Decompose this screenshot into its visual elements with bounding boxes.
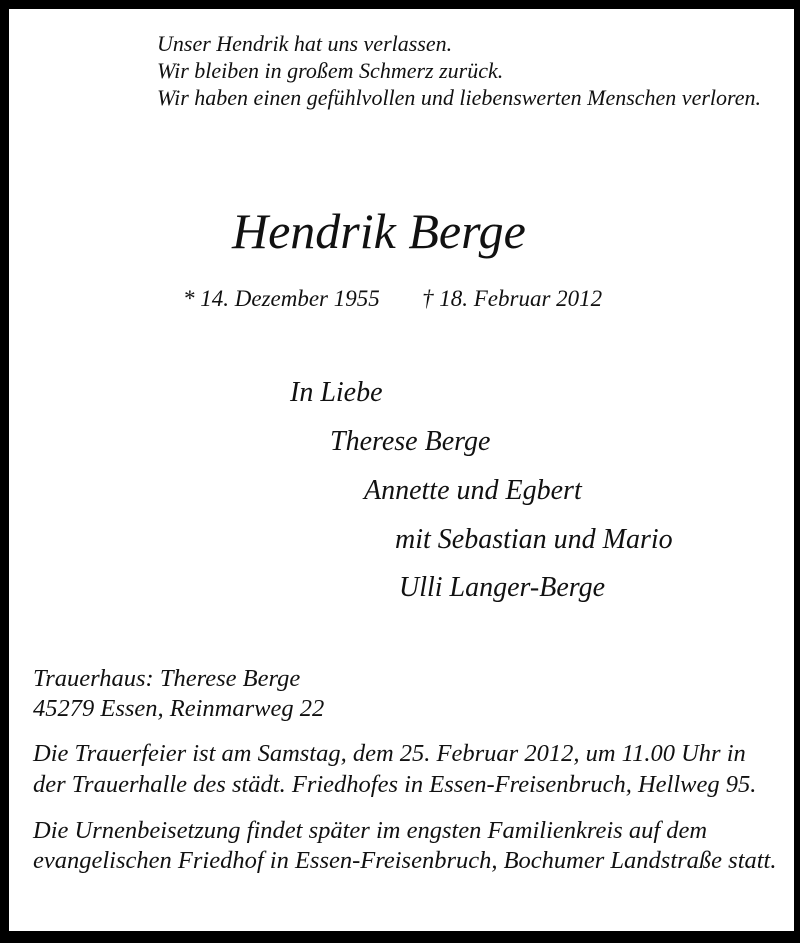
mourner-line: Therese Berge bbox=[330, 426, 491, 457]
address-line: 45279 Essen, Reinmarweg 22 bbox=[33, 695, 325, 722]
death-date: † 18. Februar 2012 bbox=[422, 286, 603, 311]
mourner-line: Ulli Langer-Berge bbox=[399, 572, 606, 603]
mourner-line: In Liebe bbox=[290, 377, 383, 408]
mourner-line: Annette und Egbert bbox=[364, 475, 582, 506]
intro-line: Unser Hendrik hat uns verlassen. bbox=[157, 31, 453, 56]
burial-line: Die Urnenbeisetzung findet später im engsten Familienkreis auf dem bbox=[33, 817, 708, 844]
intro-line: Wir haben einen gefühlvollen und liebenswerten Menschen verloren. bbox=[157, 85, 762, 110]
address-line: Trauerhaus: Therese Berge bbox=[33, 665, 301, 692]
birth-date: * 14. Dezember 1955 bbox=[183, 286, 380, 311]
funeral-line: der Trauerhalle des städt. Friedhofes in Essen-Freisenbruch, Hellweg 95. bbox=[33, 771, 757, 798]
burial-line: evangelischen Friedhof in Essen-Freisenbruch, Bochumer Landstraße statt. bbox=[33, 847, 777, 874]
deceased-name: Hendrik Berge bbox=[232, 203, 526, 259]
mourner-line: mit Sebastian und Mario bbox=[395, 524, 673, 555]
intro-line: Wir bleiben in großem Schmerz zurück. bbox=[157, 58, 504, 83]
funeral-line: Die Trauerfeier ist am Samstag, dem 25. Februar 2012, um 11.00 Uhr in bbox=[33, 740, 746, 767]
